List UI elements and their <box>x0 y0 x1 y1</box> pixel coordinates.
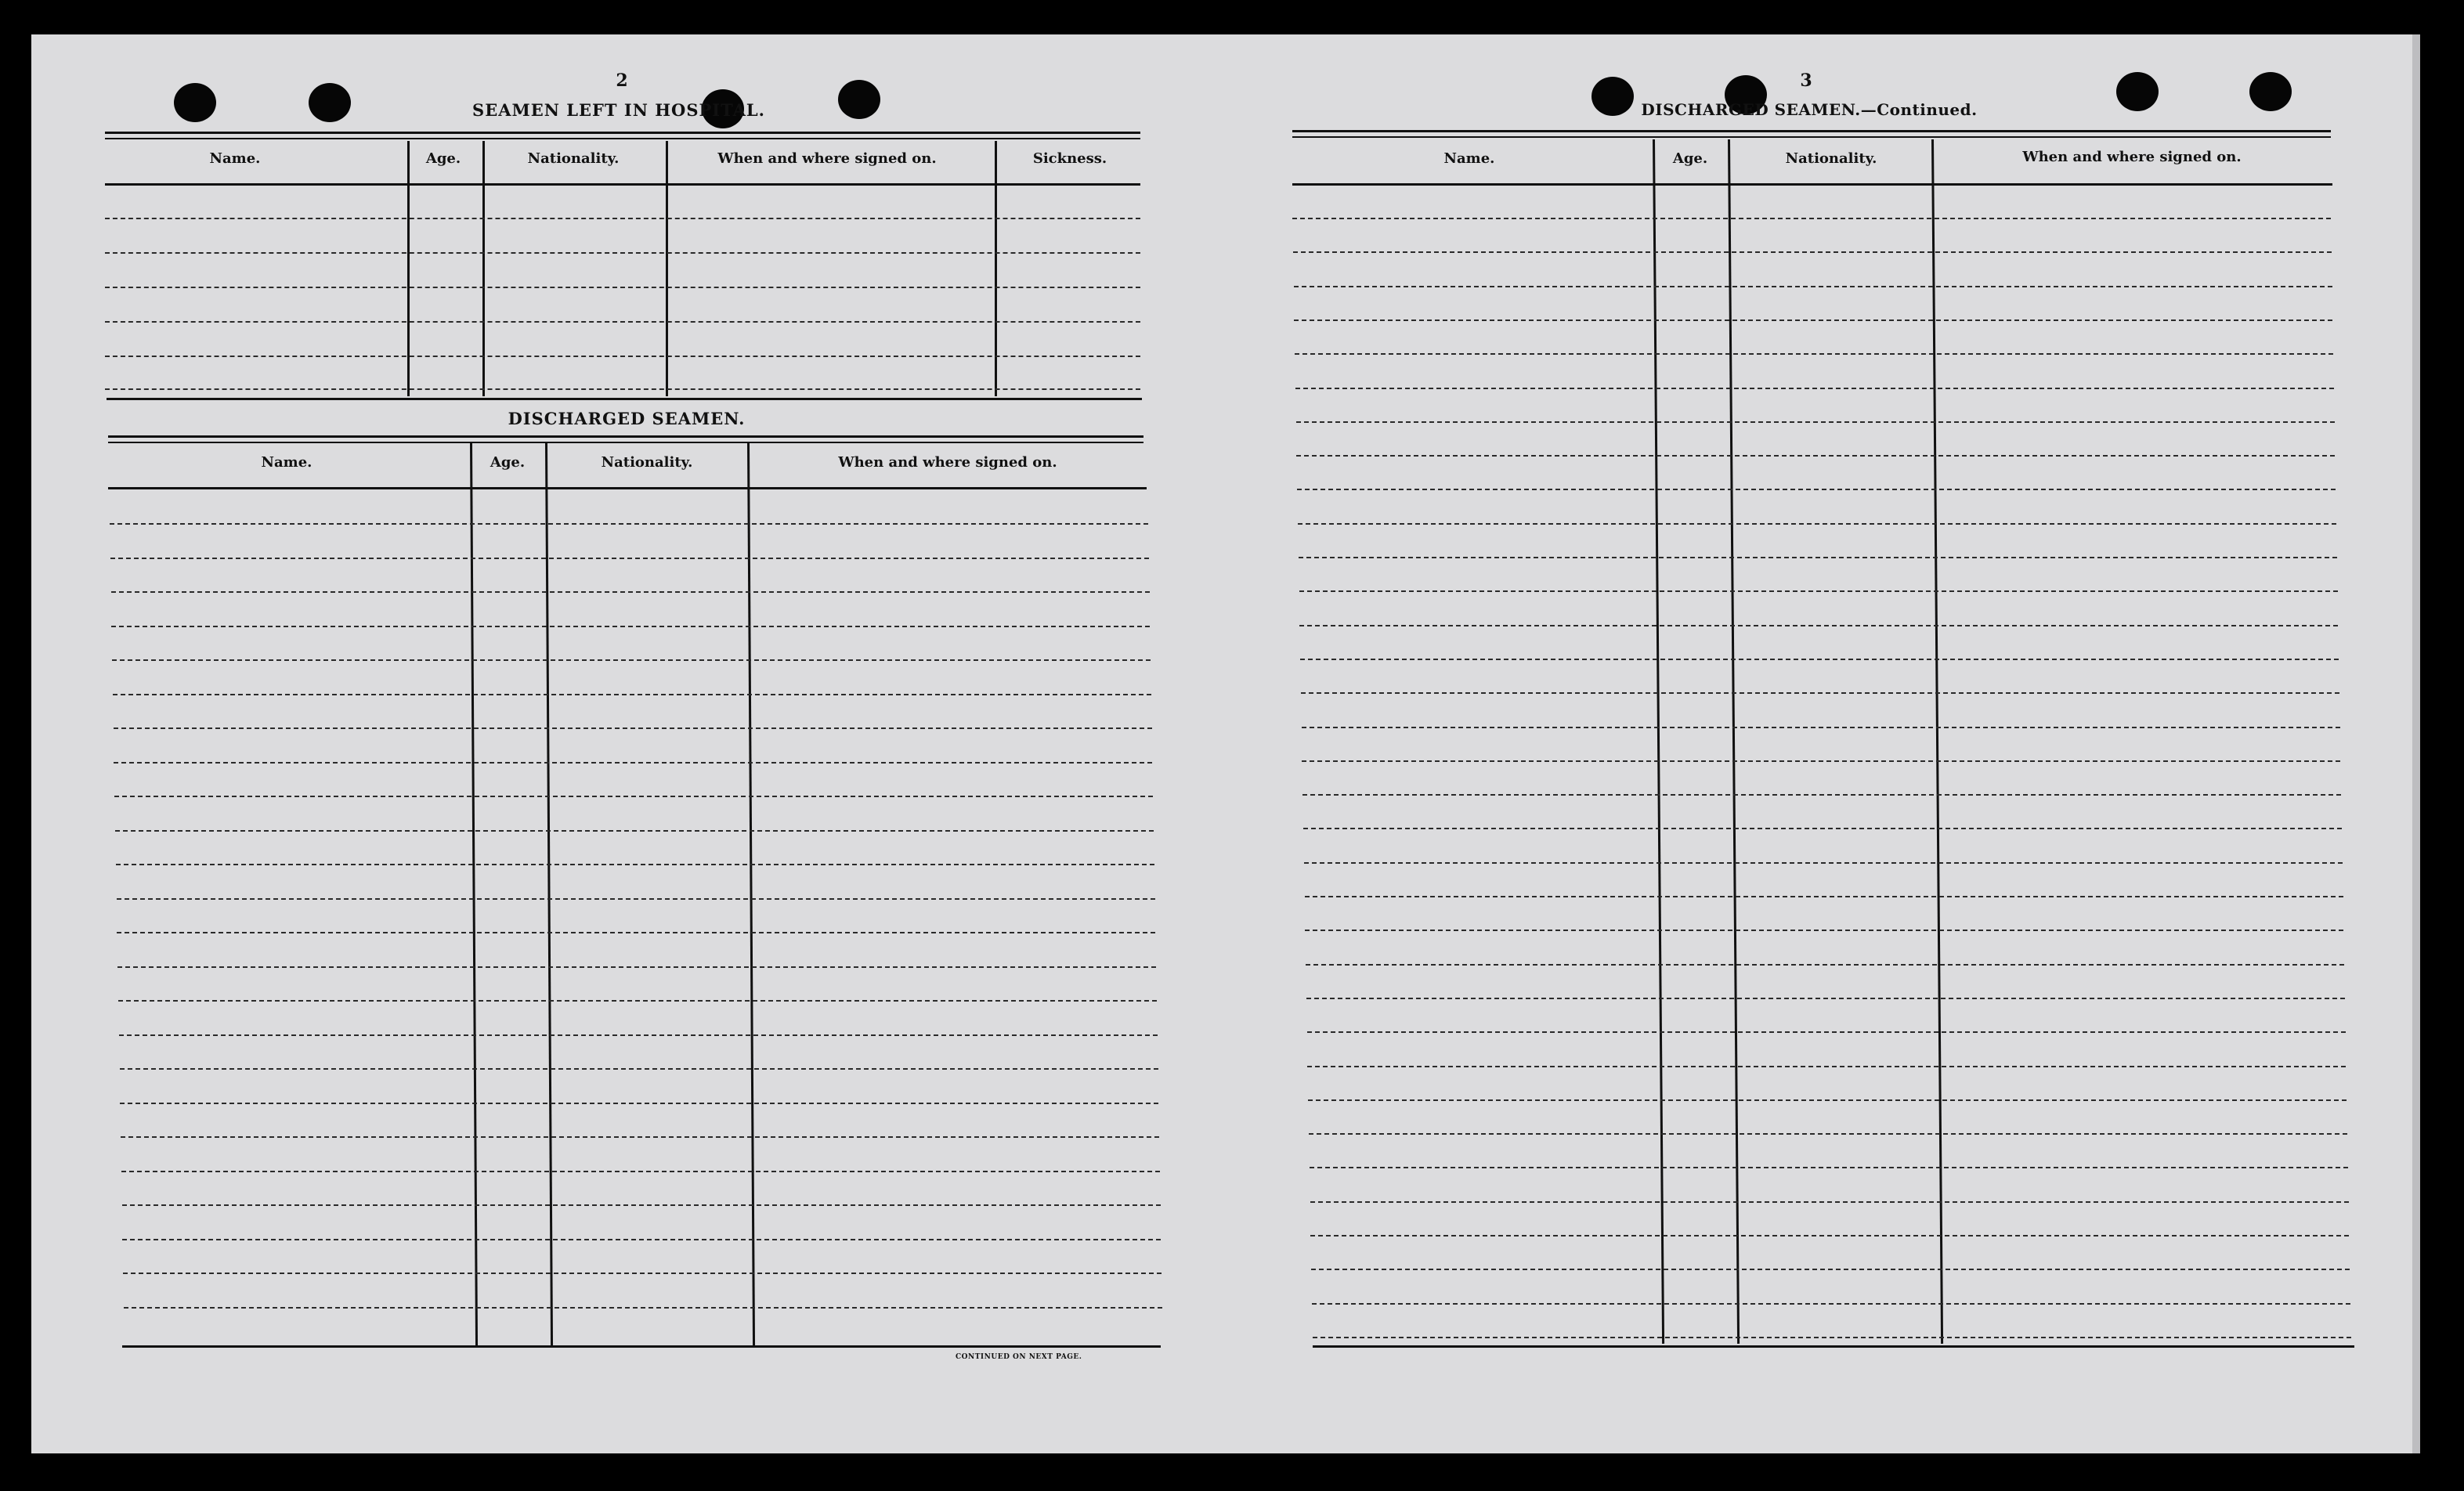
entry-line <box>1309 1133 2347 1135</box>
discharged-header-rule <box>108 487 1147 489</box>
right-top-rule <box>1292 130 2331 132</box>
entry-line <box>121 1136 1159 1138</box>
entry-line <box>111 626 1150 627</box>
hospital-col-signed-on: When and where signed on. <box>717 150 937 167</box>
right-col-nationality: Nationality. <box>1785 150 1877 167</box>
hospital-top-rule <box>105 138 1140 139</box>
entry-line <box>116 864 1154 865</box>
entry-line <box>119 1034 1158 1036</box>
entry-line <box>1294 320 2332 321</box>
entry-line <box>1295 353 2333 355</box>
entry-line <box>1311 1269 2350 1270</box>
hospital-column-divider <box>995 141 997 396</box>
entry-line <box>114 796 1153 797</box>
entry-line <box>111 591 1150 593</box>
entry-line <box>122 1204 1161 1206</box>
entry-line <box>120 1103 1158 1104</box>
continued-note: CONTINUED ON NEXT PAGE. <box>956 1353 1082 1361</box>
discharged-col-signed-on: When and where signed on. <box>838 454 1057 471</box>
entry-line <box>1305 930 2343 931</box>
entry-line <box>117 898 1155 900</box>
entry-line <box>1304 862 2343 864</box>
hospital-header-rule <box>105 183 1140 186</box>
entry-line <box>1294 286 2332 287</box>
entry-line <box>1299 625 2338 626</box>
hospital-entry-line <box>105 388 1140 390</box>
right-bottom-rule <box>1313 1345 2354 1348</box>
entry-line <box>1303 828 2342 829</box>
discharged-col-nationality: Nationality. <box>601 454 693 471</box>
entry-line <box>1301 692 2339 694</box>
entry-line <box>1310 1167 2348 1168</box>
hospital-entry-line <box>105 321 1140 323</box>
right-header-rule <box>1292 183 2332 186</box>
punch-hole <box>838 80 880 119</box>
punch-hole <box>2116 72 2159 111</box>
entry-line <box>1307 1066 2346 1067</box>
entry-line <box>122 1239 1161 1240</box>
hospital-section-title: SEAMEN LEFT IN HOSPITAL. <box>472 100 765 120</box>
entry-line <box>1297 489 2336 490</box>
entry-line <box>1313 1337 2351 1338</box>
entry-line <box>1299 590 2338 592</box>
punch-hole <box>174 83 216 122</box>
entry-line <box>124 1307 1162 1309</box>
entry-line <box>115 830 1154 832</box>
discharged-col-age: Age. <box>490 454 526 471</box>
entry-line <box>123 1273 1162 1274</box>
entry-line <box>1305 896 2343 897</box>
discharged-bottom-rule <box>122 1345 1161 1348</box>
discharged-top-rule <box>108 435 1143 438</box>
entry-line <box>1296 455 2335 457</box>
entry-line <box>1306 998 2345 999</box>
punch-hole <box>2249 72 2292 111</box>
right-col-name: Name. <box>1443 150 1495 167</box>
entry-line <box>1302 794 2341 796</box>
entry-line <box>1302 760 2340 762</box>
entry-line <box>1308 1099 2347 1101</box>
right-col-signed-on: When and where signed on. <box>2022 149 2242 165</box>
entry-line <box>118 1000 1157 1002</box>
entry-line <box>110 523 1148 525</box>
hospital-col-sickness: Sickness. <box>1032 150 1107 167</box>
page-number-left: 2 <box>616 70 628 91</box>
punch-hole <box>1591 77 1634 116</box>
entry-line <box>1300 659 2339 660</box>
hospital-col-nationality: Nationality. <box>527 150 620 167</box>
hospital-column-divider <box>666 141 668 396</box>
hospital-entry-line <box>105 356 1140 357</box>
entry-line <box>112 659 1151 661</box>
right-col-age: Age. <box>1672 150 1708 167</box>
hospital-bottom-rule <box>107 398 1142 400</box>
entry-line <box>113 694 1151 695</box>
discharged-col-name: Name. <box>261 454 313 471</box>
entry-line <box>1310 1201 2349 1203</box>
sheet-edge <box>2412 34 2420 1453</box>
hospital-column-divider <box>482 141 485 396</box>
hospital-column-divider <box>407 141 410 396</box>
entry-line <box>117 932 1155 933</box>
entry-line <box>120 1068 1158 1070</box>
hospital-entry-line <box>105 218 1140 219</box>
entry-line <box>1295 388 2334 389</box>
entry-line <box>1310 1235 2349 1236</box>
discharged-continued-title: DISCHARGED SEAMEN.—Continued. <box>1641 100 1978 119</box>
entry-line <box>1312 1303 2350 1305</box>
page-number-right: 3 <box>1800 70 1812 91</box>
entry-line <box>1298 523 2336 525</box>
entry-line <box>110 558 1149 559</box>
entry-line <box>121 1171 1160 1172</box>
hospital-col-name: Name. <box>209 150 261 167</box>
entry-line <box>1292 218 2331 219</box>
hospital-top-rule <box>105 132 1140 134</box>
entry-line <box>1299 557 2337 558</box>
form-sheet <box>31 34 2412 1453</box>
entry-line <box>1307 1031 2346 1033</box>
hospital-entry-line <box>105 287 1140 288</box>
right-top-rule <box>1292 136 2331 138</box>
entry-line <box>1306 964 2344 966</box>
entry-line <box>114 762 1152 764</box>
entry-line <box>1296 421 2335 423</box>
entry-line <box>1302 727 2340 728</box>
hospital-col-age: Age. <box>425 150 461 167</box>
hospital-entry-line <box>105 252 1140 254</box>
punch-hole <box>309 83 351 122</box>
discharged-top-rule <box>108 442 1143 443</box>
entry-line <box>117 966 1156 968</box>
discharged-section-title: DISCHARGED SEAMEN. <box>508 409 746 428</box>
entry-line <box>114 727 1152 729</box>
entry-line <box>1293 251 2332 253</box>
